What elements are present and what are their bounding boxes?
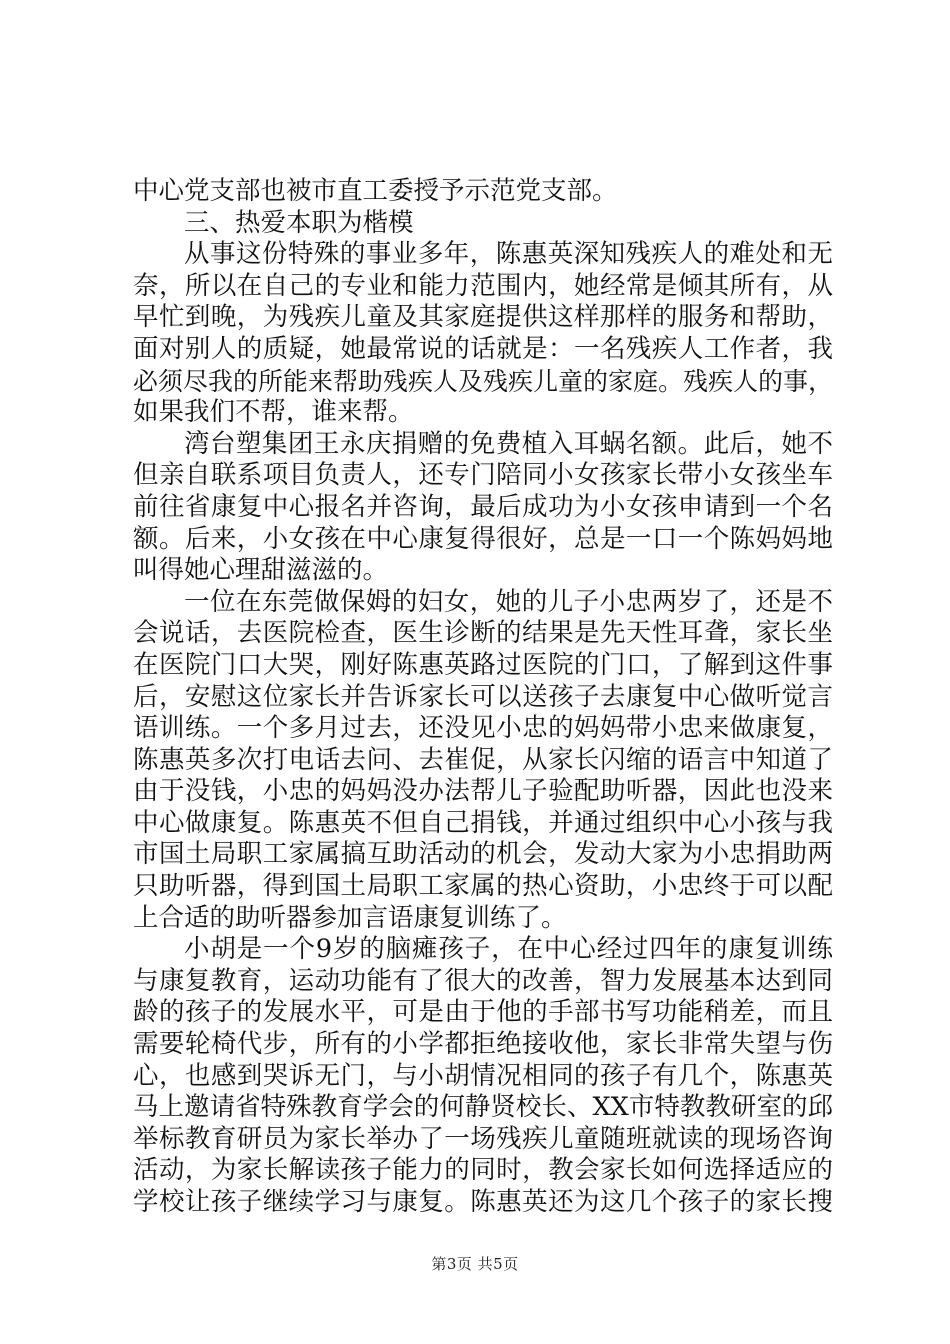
document-body [133,176,833,1219]
text-line: 一位在东莞做保姆的妇女，她的儿子小忠两岁了，还是不 [184,586,833,617]
text-line: 上合适的助听器参加言语康复训练了。 [133,902,567,933]
text-line: 活动，为家长解读孩子能力的同时，教会家长如何选择适应的 [133,1155,833,1186]
text-line: 面对别人的质疑，她最常说的话就是：一名残疾人工作者，我 [133,333,833,364]
text-line: 但亲自联系项目负责人，还专门陪同小女孩家长带小女孩坐车 [133,460,833,491]
text-line: 陈惠英多次打电话去问、去崔促，从家长闪缩的语言中知道了 [133,744,833,775]
text-line: 中心党支部也被市直工委授予示范党支部。 [133,176,618,206]
text-line: 龄的孩子的发展水平，可是由于他的手部书写功能稍差，而且 [133,997,833,1028]
text-line: 叫得她心理甜滋滋的。 [133,555,389,586]
text-line: 会说话，去医院检查，医生诊断的结果是先天性耳聋，家长坐 [133,618,833,649]
text-line: 前往省康复中心报名并咨询，最后成功为小女孩申请到一个名 [133,491,833,522]
text-line: 早忙到晚，为残疾儿童及其家庭提供这样那样的服务和帮助， [133,302,833,333]
text-line: 学校让孩子继续学习与康复。陈惠英还为这几个孩子的家长搜 [133,1187,833,1217]
text-line: 由于没钱，小忠的妈妈没办法帮儿子验配助听器，因此也没来 [133,776,833,807]
page-footer: 第3页 共5页 [431,1255,519,1273]
text-line: 必须尽我的所能来帮助残疾人及残疾儿童的家庭。残疾人的事， [133,366,833,396]
text-line: 举标教育研员为家长举办了一场残疾儿童随班就读的现场咨询 [133,1123,833,1154]
text-line: 湾台塑集团王永庆捐赠的免费植入耳蜗名额。此后，她不 [184,428,833,459]
text-line: 从事这份特殊的事业多年，陈惠英深知残疾人的难处和无 [184,239,833,270]
text-line: 在医院门口大哭，刚好陈惠英路过医院的门口，了解到这件事 [133,649,833,680]
text-line: 小胡是一个9岁的脑瘫孩子，在中心经过四年的康复训练 [184,934,833,965]
text-line: 心，也感到哭诉无门，与小胡情况相同的孩子有几个，陈惠英 [133,1060,833,1091]
text-line: 奈，所以在自己的专业和能力范围内，她经常是倾其所有，从 [133,270,833,301]
text-line: 三、热爱本职为楷模 [184,207,414,238]
text-line: 语训练。一个多月过去，还没见小忠的妈妈带小忠来做康复， [133,713,833,744]
text-line: 市国土局职工家属搞互助活动的机会，发动大家为小忠捐助两 [133,839,833,870]
text-line: 后，安慰这位家长并告诉家长可以送孩子去康复中心做听觉言 [133,681,833,712]
text-line: 需要轮椅代步，所有的小学都拒绝接收他，家长非常失望与伤 [133,1029,833,1060]
text-line: 额。后来，小女孩在中心康复得很好，总是一口一个陈妈妈地 [133,523,833,554]
text-line: 与康复教育，运动功能有了很大的改善，智力发展基本达到同 [133,965,833,996]
text-line: 如果我们不帮，谁来帮。 [133,397,414,428]
text-line: 马上邀请省特殊教育学会的何静贤校长、XX市特教教研室的邱 [133,1092,833,1123]
text-line: 中心做康复。陈惠英不但自己捐钱，并通过组织中心小孩与我 [133,807,833,838]
text-line: 只助听器，得到国土局职工家属的热心资助，小忠终于可以配 [133,871,833,902]
